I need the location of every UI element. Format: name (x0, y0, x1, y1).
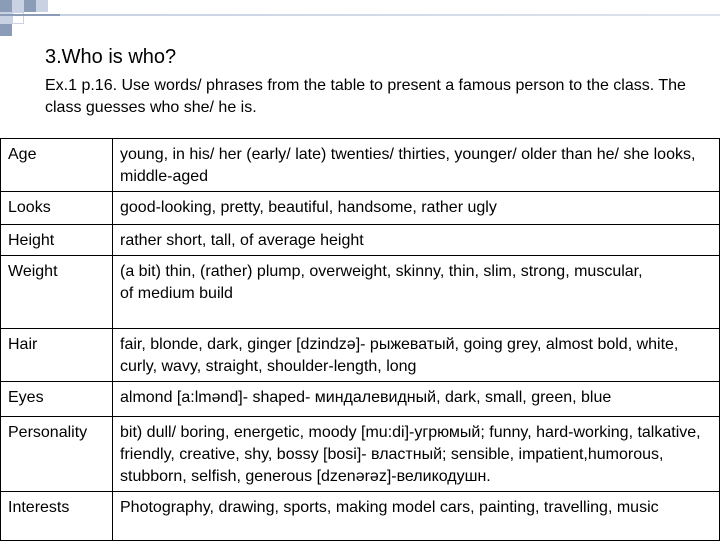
decor-square (12, 0, 24, 12)
table-row (1, 329, 720, 382)
table-row (1, 139, 720, 192)
row-term-personality: Personality (1, 417, 113, 492)
exercise-instructions: Ex.1 p.16. Use words/ phrases from the table to present a famous person to the class. The class guesses who she/ he is. (45, 77, 686, 116)
decor-square (0, 24, 12, 36)
row-term-age: Age (1, 139, 113, 192)
decor-square (36, 0, 48, 12)
vocabulary-table (0, 138, 720, 541)
table-row (1, 256, 720, 329)
slide-title: 3.Who is who? (45, 46, 177, 68)
row-desc-eyes: almond [a:lmənd]- shaped- миндалевидный, dark, small, green, blue (113, 382, 720, 417)
table-row (1, 382, 720, 417)
table-row (1, 417, 720, 492)
row-term-height: Height (1, 225, 113, 256)
row-desc-personality: bit) dull/ boring, energetic, moody [mu:di]-угрюмый; funny, hard-working, talkative, friendly, creative, shy, bossy [bosi]- властный; sensible, impatient,humorous, stubborn, selfish, generous [dzenərəz]-великодушн. (113, 417, 720, 492)
row-desc-interests: Photography, drawing, sports, making model cars, painting, travelling, music (113, 492, 720, 541)
decor-square (24, 0, 36, 12)
table-row (1, 492, 720, 541)
row-term-looks: Looks (1, 192, 113, 225)
row-term-weight: Weight (1, 256, 113, 329)
table-row (1, 192, 720, 225)
decor-square (0, 0, 12, 12)
row-desc-height: rather short, tall, of average height (113, 225, 720, 256)
row-term-interests: Interests (1, 492, 113, 541)
row-desc-weight (113, 256, 720, 329)
row-desc-weight-line-1: (a bit) thin, (rather) plump, overweight, skinny, thin, slim, strong, muscular, (120, 263, 643, 280)
table-row (1, 225, 720, 256)
header-rule (0, 14, 720, 16)
row-desc-weight-line-2: of medium build (120, 285, 233, 302)
row-term-eyes: Eyes (1, 382, 113, 417)
row-term-hair: Hair (1, 329, 113, 382)
row-desc-looks: good-looking, pretty, beautiful, handsome, rather ugly (113, 192, 720, 225)
row-desc-age: young, in his/ her (early/ late) twenties/ thirties, younger/ older than he/ she looks, middle-aged (113, 139, 720, 192)
row-desc-hair: fair, blonde, dark, ginger [dzindzə]- рыжеватый, going grey, almost bold, white, curly, wavy, straight, shoulder-length, long (113, 329, 720, 382)
